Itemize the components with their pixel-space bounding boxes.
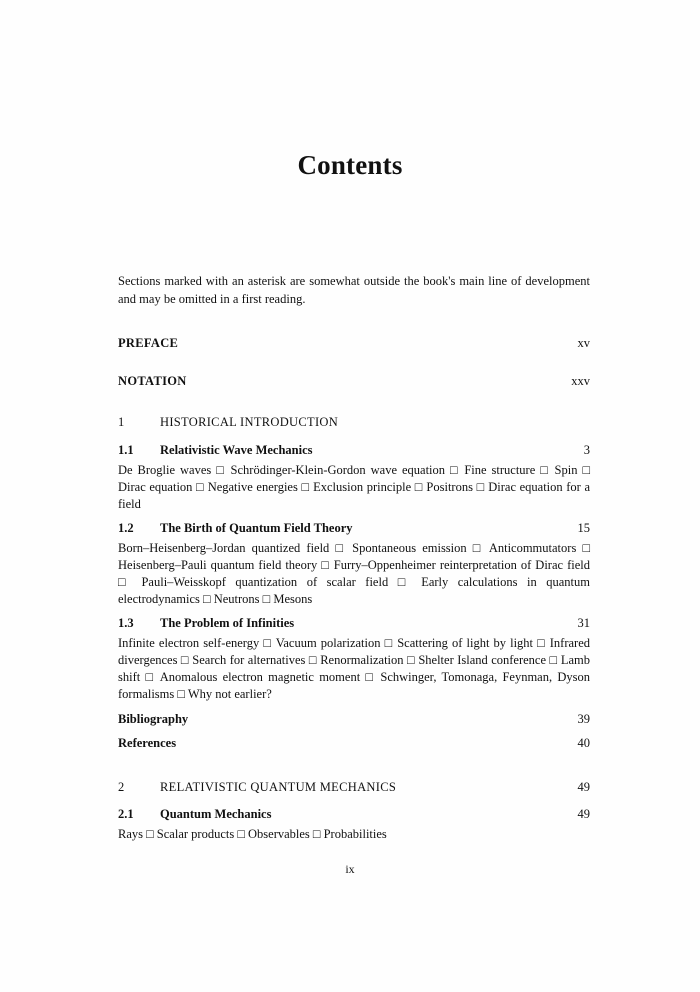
toc-section-2-1[interactable] xyxy=(118,807,590,825)
section-number: 1.3 xyxy=(118,616,134,630)
section-number: 1.2 xyxy=(118,521,134,535)
toc-entry-preface[interactable] xyxy=(118,336,590,354)
page-number: ix xyxy=(345,862,355,876)
chapter-title: HISTORICAL INTRODUCTION xyxy=(160,415,339,429)
chapter-number: 1 xyxy=(118,415,125,429)
toc-entry-page: 40 xyxy=(577,736,590,750)
toc-entry-label: References xyxy=(118,736,177,750)
toc-section-1-2[interactable] xyxy=(118,521,590,539)
section-title: Relativistic Wave Mechanics xyxy=(160,443,313,457)
toc-entry-label: NOTATION xyxy=(118,374,187,388)
chapter-title: RELATIVISTIC QUANTUM MECHANICS xyxy=(160,780,397,794)
section-topics: Born–Heisenberg–Jordan quantized field □ Spontaneous emission □ Anticommutators □ Heisenberg–Pauli quantum field theory □ Furry–Oppenheimer reinterpretation of Dirac field □ Pauli–Weisskopf quantization of scalar field □ Early calculations in quantum electrodynamics □ Neutrons □ Mesons xyxy=(118,541,590,606)
chapter-number: 2 xyxy=(118,780,125,794)
section-topics: De Broglie waves □ Schrödinger-Klein-Gordon wave equation □ Fine structure □ Spin □ Dirac equation □ Negative energies □ Exclusion principle □ Positrons □ Dirac equation for a field xyxy=(118,463,590,511)
section-page: 15 xyxy=(577,521,590,535)
section-topics: Rays □ Scalar products □ Observables □ Probabilities xyxy=(118,827,387,841)
toc-entry-label: PREFACE xyxy=(118,336,179,350)
section-title: Quantum Mechanics xyxy=(160,807,272,821)
section-number: 1.1 xyxy=(118,443,134,457)
toc-entry-page: xxv xyxy=(571,374,590,388)
toc-entry-page: 39 xyxy=(577,712,590,726)
section-page: 3 xyxy=(583,443,590,457)
intro-note: Sections marked with an asterisk are somewhat outside the book's main line of development and may be omitted in a first reading. xyxy=(118,274,590,306)
toc-entry-references[interactable] xyxy=(118,736,590,754)
toc-entry-bibliography[interactable] xyxy=(118,712,590,730)
section-topics: Infinite electron self-energy □ Vacuum polarization □ Scattering of light by light □ Infrared divergences □ Search for alternatives □ Renormalization □ Shelter Island conference □ Lamb shift □ Anomalous electron magnetic moment □ Schwinger, Tomonaga, Feynman, Dyson formalisms □ Why not earlier? xyxy=(118,636,590,701)
section-title: The Birth of Quantum Field Theory xyxy=(160,521,353,535)
toc-entry-label: Bibliography xyxy=(118,712,189,726)
chapter-page: 49 xyxy=(577,780,590,794)
toc-section-1-3[interactable] xyxy=(118,616,590,634)
toc-chapter-1[interactable] xyxy=(118,415,590,433)
section-page: 49 xyxy=(577,807,590,821)
section-number: 2.1 xyxy=(118,807,134,821)
page-title: Contents xyxy=(297,150,403,180)
section-title: The Problem of Infinities xyxy=(160,616,295,630)
toc-entry-notation[interactable] xyxy=(118,374,590,392)
toc-section-1-1[interactable] xyxy=(118,443,590,461)
section-page: 31 xyxy=(577,616,590,630)
toc-chapter-2[interactable] xyxy=(118,780,590,798)
toc-entry-page: xv xyxy=(577,336,590,350)
